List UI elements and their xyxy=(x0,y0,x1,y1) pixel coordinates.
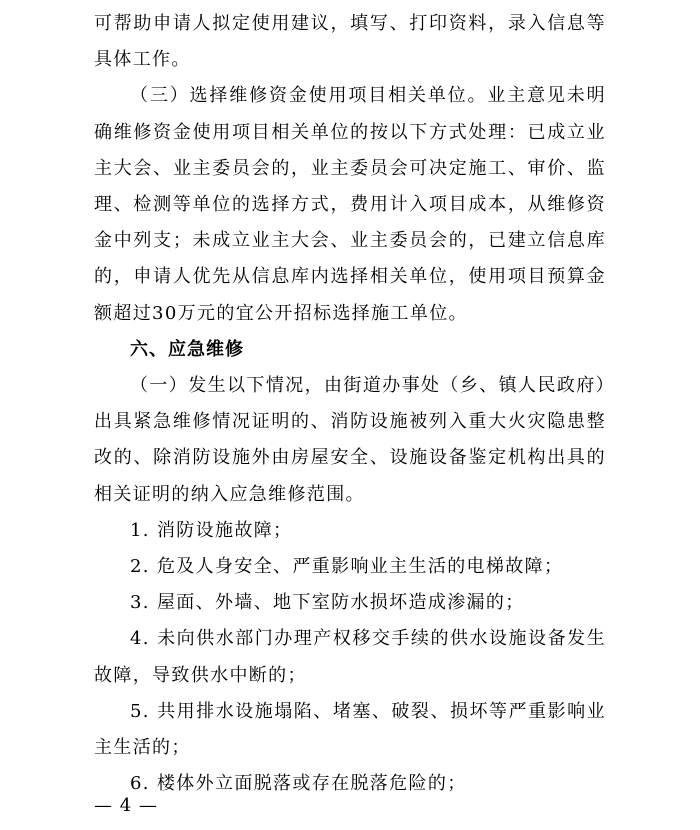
page-number: — 4 — xyxy=(94,795,158,816)
section-heading-emergency-repair: 六、应急维修 xyxy=(130,338,244,360)
document-body xyxy=(94,6,606,802)
paragraph-continuation: 可帮助申请人拟定使用建议，填写、打印资料，录入信息等具体工作。 xyxy=(94,13,606,71)
list-item-1: 1. 消防设施故障； xyxy=(130,519,293,541)
list-item-6: 6. 楼体外立面脱落或存在脱落危险的； xyxy=(130,773,467,795)
list-item-3: 3. 屋面、外墙、地下室防水损坏造成渗漏的； xyxy=(130,592,525,614)
paragraph-select-units: （三）选择维修资金使用项目相关单位。业主意见未明确维修资金使用项目相关单位的按以下方式处理：已成立业主大会、业主委员会的，业主委员会可决定施工、审价、监理、检测等单位的选择方式，费用计入项目成本，从维修资金中列支；未成立业主大会、业主委员会的，已建立信息库的，申请人优先从信息库内选择相关单位，使用项目预算金额超过30万元的宜公开招标选择施工单位。 xyxy=(94,85,606,324)
list-item-4: 4. 未向供水部门办理产权移交手续的供水设施设备发生故障，导致供水中断的； xyxy=(94,628,606,686)
list-item-5: 5. 共用排水设施塌陷、堵塞、破裂、损坏等严重影响业主生活的； xyxy=(94,700,606,759)
paragraph-emergency-scope: （一）发生以下情况，由街道办事处（乡、镇人民政府）出具紧急维修情况证明的、消防设施被列入重大火灾隐患整改的、除消防设施外由房屋安全、设施设备鉴定机构出具的相关证明的纳入应急维修范围。 xyxy=(94,375,606,505)
list-item-2: 2. 危及人身安全、严重影响业主生活的电梯故障； xyxy=(130,556,564,578)
